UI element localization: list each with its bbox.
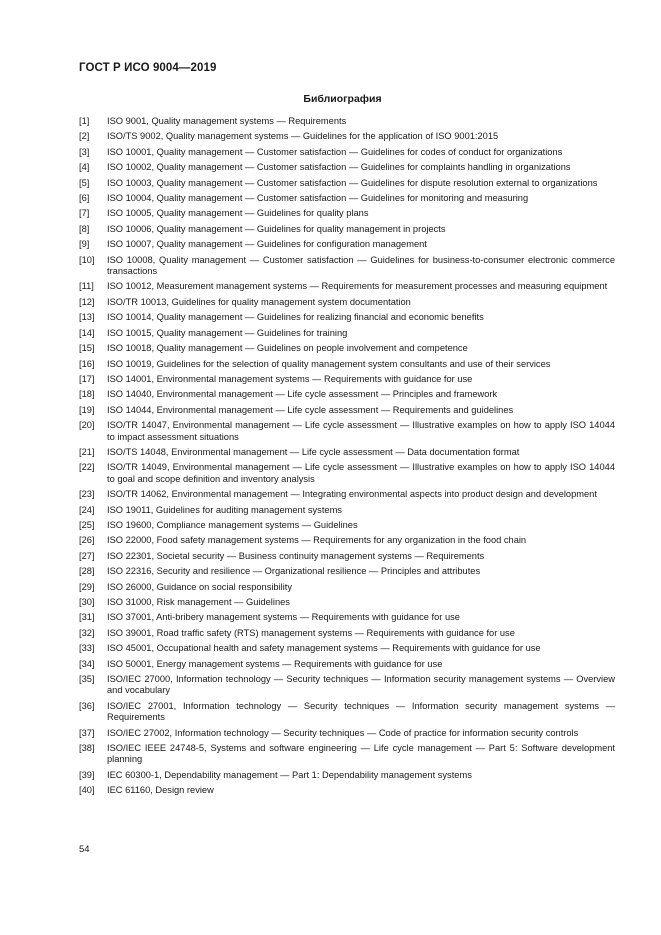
bibliography-entry xyxy=(79,612,615,623)
bibliography-entry xyxy=(79,728,615,739)
entry-number: [19] xyxy=(79,404,95,415)
bibliography-entry xyxy=(79,389,615,400)
entry-text: ISO 10006, Quality management — Guidelines for quality management in projects xyxy=(107,223,446,234)
entry-number: [2] xyxy=(79,131,90,142)
entry-number: [26] xyxy=(79,535,95,546)
entry-text: ISO/TR 14062, Environmental management — Integrating environmental aspects into product design and development xyxy=(107,489,597,500)
page-number: 54 xyxy=(79,844,90,855)
entry-number: [37] xyxy=(79,727,95,738)
entry-text: IEC 60300-1, Dependability management — Part 1: Dependability management systems xyxy=(107,769,472,780)
entry-number: [20] xyxy=(79,420,95,431)
entry-text: ISO 10004, Quality management — Customer satisfaction — Guidelines for monitoring and measuring xyxy=(107,193,529,204)
bibliography-entry xyxy=(79,785,615,796)
entry-number: [23] xyxy=(79,489,95,500)
entry-text: ISO 45001, Occupational health and safety management systems — Requirements with guidance for use xyxy=(107,643,541,654)
entry-number: [38] xyxy=(79,743,95,754)
entry-text: ISO 39001, Road traffic safety (RTS) management systems — Requirements with guidance for use xyxy=(107,627,515,638)
entry-text: ISO/TR 14047, Environmental management — Life cycle assessment — Illustrative examples on how to apply ISO 14044 to impact assessment situations xyxy=(107,420,615,442)
bibliography-entry xyxy=(79,178,615,189)
bibliography-entry xyxy=(79,147,615,158)
bibliography-entry xyxy=(79,743,615,766)
entry-number: [40] xyxy=(79,785,95,796)
entry-number: [14] xyxy=(79,327,95,338)
entry-number: [6] xyxy=(79,193,90,204)
entry-text: ISO/IEC 27001, Information technology — Security techniques — Information security management systems — Requirements xyxy=(107,700,615,723)
bibliography-entry xyxy=(79,281,615,292)
entry-number: [5] xyxy=(79,177,90,188)
bibliography-entry xyxy=(79,374,615,385)
entry-number: [1] xyxy=(79,116,90,126)
bibliography-entry xyxy=(79,489,615,500)
entry-number: [9] xyxy=(79,239,90,250)
entry-text: ISO 10003, Quality management — Customer satisfaction — Guidelines for dispute resolution external to organizations xyxy=(107,177,598,188)
bibliography-entry xyxy=(79,505,615,516)
bibliography-entry xyxy=(79,116,615,127)
document-header: ГОСТ Р ИСО 9004—2019 xyxy=(79,62,217,74)
entry-number: [35] xyxy=(79,674,95,685)
entry-text: ISO 19011, Guidelines for auditing management systems xyxy=(107,504,342,515)
bibliography-entry xyxy=(79,208,615,219)
entry-text: ISO 10002, Quality management — Customer satisfaction — Guidelines for complaints handling in organizations xyxy=(107,162,571,173)
bibliography-entry xyxy=(79,312,615,323)
bibliography-entry xyxy=(79,551,615,562)
entry-text: ISO 10015, Quality management — Guidelines for training xyxy=(107,327,348,338)
bibliography-entry xyxy=(79,628,615,639)
bibliography-entry xyxy=(79,255,615,278)
entry-text: ISO/TS 14048, Environmental management — Life cycle assessment — Data documentation format xyxy=(107,446,520,457)
entry-text: ISO 10014, Quality management — Guidelines for realizing financial and economic benefits xyxy=(107,312,484,323)
bibliography-list xyxy=(79,116,615,801)
entry-number: [4] xyxy=(79,162,90,173)
entry-number: [30] xyxy=(79,597,95,607)
entry-number: [18] xyxy=(79,389,95,400)
entry-text: ISO 22316, Security and resilience — Organizational resilience — Principles and attributes xyxy=(107,566,481,577)
entry-text: ISO 10019, Guidelines for the selection of quality management system consultants and use of their services xyxy=(107,358,551,369)
entry-text: ISO 10018, Quality management — Guidelines on people involvement and competence xyxy=(107,343,468,354)
entry-text: ISO 31000, Risk management — Guidelines xyxy=(107,597,290,607)
bibliography-entry xyxy=(79,239,615,250)
entry-text: ISO/TR 10013, Guidelines for quality management system documentation xyxy=(107,296,411,307)
entry-number: [17] xyxy=(79,373,95,384)
bibliography-entry xyxy=(79,420,615,443)
bibliography-entry xyxy=(79,131,615,142)
entry-number: [24] xyxy=(79,504,95,515)
entry-text: ISO 22000, Food safety management systems — Requirements for any organization in the food chain xyxy=(107,535,527,546)
entry-number: [8] xyxy=(79,223,90,234)
entry-number: [34] xyxy=(79,658,95,669)
entry-number: [22] xyxy=(79,462,95,473)
bibliography-entry xyxy=(79,701,615,724)
entry-number: [16] xyxy=(79,358,95,369)
entry-text: ISO 10007, Quality management — Guidelines for configuration management xyxy=(107,239,427,250)
bibliography-entry xyxy=(79,162,615,173)
bibliography-entry xyxy=(79,359,615,370)
entry-number: [12] xyxy=(79,296,95,307)
entry-number: [15] xyxy=(79,343,95,354)
bibliography-entry xyxy=(79,343,615,354)
entry-number: [13] xyxy=(79,312,95,323)
bibliography-entry xyxy=(79,328,615,339)
entry-number: [36] xyxy=(79,700,95,711)
entry-number: [25] xyxy=(79,519,95,530)
entry-text: ISO 14044, Environmental management — Life cycle assessment — Requirements and guidelines xyxy=(107,404,514,415)
entry-number: [31] xyxy=(79,612,95,623)
bibliography-entry xyxy=(79,520,615,531)
entry-text: ISO 10001, Quality management — Customer satisfaction — Guidelines for codes of conduct for organizations xyxy=(107,146,563,157)
bibliography-entry xyxy=(79,447,615,458)
entry-text: ISO/TS 9002, Quality management systems — Guidelines for the application of ISO 9001:2015 xyxy=(107,131,499,142)
entry-text: ISO 19600, Compliance management systems — Guidelines xyxy=(107,519,358,530)
bibliography-entry xyxy=(79,535,615,546)
entry-number: [21] xyxy=(79,446,95,457)
entry-text: ISO 10005, Quality management — Guidelines for quality plans xyxy=(107,208,369,219)
entry-text: ISO/TR 14049, Environmental management — Life cycle assessment — Illustrative examples on how to apply ISO 14044 to goal and scope definition and inventory analysis xyxy=(107,462,615,484)
bibliography-entry xyxy=(79,566,615,577)
entry-text: ISO 9001, Quality management systems — Requirements xyxy=(107,116,347,126)
bibliography-entry xyxy=(79,405,615,416)
entry-text: ISO 37001, Anti-bribery management systems — Requirements with guidance for use xyxy=(107,612,460,623)
entry-text: ISO 14040, Environmental management — Life cycle assessment — Principles and framework xyxy=(107,389,498,400)
entry-text: ISO/IEC 27000, Information technology — Security techniques — Information security management systems — Overview and vocabulary xyxy=(107,674,615,696)
entry-text: ISO 26000, Guidance on social responsibility xyxy=(107,581,293,592)
bibliography-entry xyxy=(79,297,615,308)
entry-number: [7] xyxy=(79,208,90,219)
entry-text: ISO 22301, Societal security — Business continuity management systems — Requirements xyxy=(107,550,485,561)
entry-text: IEC 61160, Design review xyxy=(107,785,214,796)
entry-text: ISO 10012, Measurement management systems — Requirements for measurement processes and measuring equipment xyxy=(107,281,608,292)
bibliography-entry xyxy=(79,770,615,781)
entry-text: ISO/IEC 27002, Information technology — Security techniques — Code of practice for information security controls xyxy=(107,727,579,738)
entry-number: [27] xyxy=(79,550,95,561)
entry-number: [10] xyxy=(79,254,95,265)
bibliography-entry xyxy=(79,224,615,235)
entry-text: ISO 14001, Environmental management systems — Requirements with guidance for use xyxy=(107,373,473,384)
entry-number: [29] xyxy=(79,581,95,592)
entry-number: [28] xyxy=(79,566,95,577)
bibliography-entry xyxy=(79,674,615,697)
bibliography-entry xyxy=(79,643,615,654)
entry-text: ISO 10008, Quality management — Customer satisfaction — Guidelines for business-to-consumer electronic commerce transactions xyxy=(107,254,615,277)
bibliography-entry xyxy=(79,597,615,608)
bibliography-entry xyxy=(79,193,615,204)
bibliography-entry xyxy=(79,582,615,593)
entry-number: [11] xyxy=(79,281,94,292)
entry-number: [33] xyxy=(79,643,95,654)
entry-number: [32] xyxy=(79,627,95,638)
entry-text: ISO 50001, Energy management systems — Requirements with guidance for use xyxy=(107,658,443,669)
bibliography-entry xyxy=(79,659,615,670)
bibliography-title: Библиография xyxy=(303,93,382,105)
entry-text: ISO/IEC IEEE 24748-5, Systems and software engineering — Life cycle management — Part 5: Software development planning xyxy=(107,743,615,765)
entry-number: [39] xyxy=(79,769,95,780)
bibliography-entry xyxy=(79,462,615,485)
entry-number: [3] xyxy=(79,146,90,157)
